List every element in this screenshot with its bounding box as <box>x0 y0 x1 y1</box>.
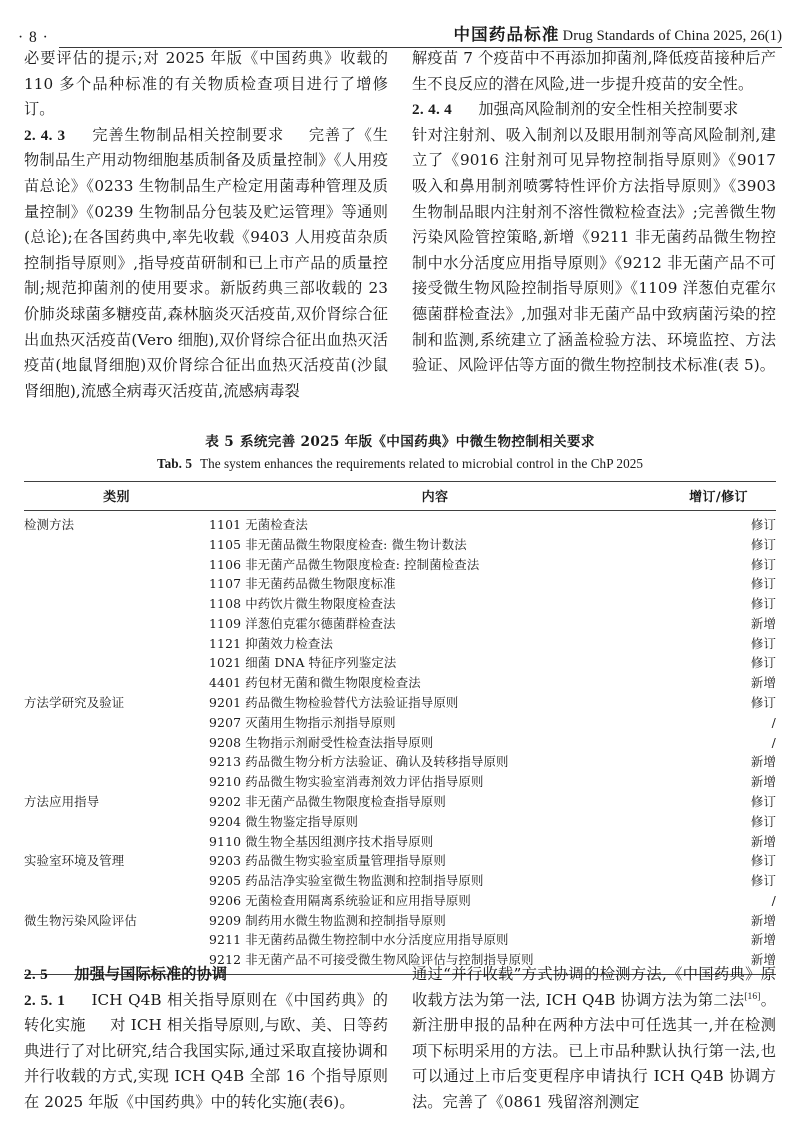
cell-category <box>24 673 209 693</box>
section-number: 2. 5. 1 <box>24 991 66 1009</box>
cell-category <box>24 614 209 634</box>
cell-content: 9210 药品微生物实验室消毒剂效力评估指导原则 <box>209 774 484 790</box>
section-2-4-3 <box>24 123 388 405</box>
cell-flag: 新增 <box>750 675 776 691</box>
table-caption-cn <box>24 432 776 452</box>
paragraph-continuation: 必要评估的提示;对 2025 年版《中国药典》收载的 110 多个品种标准的有关物质检查项目进行了增修订。 <box>24 49 388 119</box>
cell-category: 实验室环境及管理 <box>24 853 125 869</box>
cell-flag: 修订 <box>750 873 776 889</box>
cell-content: 9208 生物指示剂耐受性检查法指导原则 <box>209 734 434 750</box>
bottom-left-column <box>24 962 388 1116</box>
cell-content: 1106 非无菌产品微生物限度检查: 控制菌检查法 <box>209 556 480 572</box>
cell-category <box>24 574 209 594</box>
cell-flag: 新增 <box>750 952 776 968</box>
top-columns <box>24 46 776 404</box>
cell-category: 微生物污染风险评估 <box>24 912 137 928</box>
cell-category: 方法应用指导 <box>24 793 100 809</box>
reference-marker: [16] <box>744 991 761 1002</box>
cell-content: 9206 无菌检查用隔离系统验证和应用指导原则 <box>209 892 471 908</box>
section-2-5-1 <box>24 988 388 1116</box>
cell-category <box>24 812 209 832</box>
cell-content: 9209 制药用水微生物监测和控制指导原则 <box>209 912 446 928</box>
cell-content: 9110 微生物全基因组测序技术指导原则 <box>209 833 434 849</box>
cell-category <box>24 653 209 673</box>
table-row <box>24 851 776 871</box>
cell-category <box>24 713 209 733</box>
column-header-content: 内容 <box>209 482 661 511</box>
cell-category <box>24 871 209 891</box>
bottom-columns <box>24 962 776 1116</box>
running-head <box>0 14 800 48</box>
cell-flag: 修订 <box>750 635 776 651</box>
table-row <box>24 772 776 792</box>
cell-category <box>24 772 209 792</box>
table-row <box>24 673 776 693</box>
cell-flag: 修订 <box>750 556 776 572</box>
table-caption-cn-text: 系统完善 2025 年版《中国药典》中微生物控制相关要求 <box>239 434 595 450</box>
cell-content: 9207 灭菌用生物指示剂指导原则 <box>209 714 396 730</box>
table-row <box>24 693 776 713</box>
section-number: 2. 4. 4 <box>412 101 453 119</box>
cell-category: 检测方法 <box>24 517 75 532</box>
section-2-4-4 <box>412 97 776 379</box>
cell-flag: 修订 <box>750 517 776 532</box>
table-row <box>24 713 776 733</box>
cell-category <box>24 554 209 574</box>
table-row <box>24 535 776 555</box>
table-row <box>24 594 776 614</box>
cell-content: 1101 无菌检查法 <box>209 517 308 532</box>
table-row <box>24 891 776 911</box>
journal-title-en: Drug Standards of China 2025, 26(1) <box>562 28 782 44</box>
table-head <box>24 482 776 511</box>
paragraph-part-2: 。新注册申报的品种在两种方法中可任选其一,并在检测项下标明采用的方法。已上市品种默认执行第一法,也可以通过上市后变更程序申请执行 ICH Q4B 协调方法。完善了《0861 残留溶剂测定 <box>412 990 776 1111</box>
section-body: 完善了《生物制品生产用动物细胞基质制备及质量控制》《人用疫苗总论》《0233 生物制品生产检定用菌毒种管理及质量控制》《0239 生物制品分包装及贮运管理》等通则(总论);在各国药典中,率先收载《9403 人用疫苗杂质控制指导原则》,指导疫苗研制和已上市产品的质量控制;规范抑菌剂的使用要求。新版药典三部收载的 23 价肺炎球菌多糖疫苗,森林脑炎灭活疫苗,双价肾综合征出血热灭活疫苗(Vero 细胞),双价肾综合征出血热灭活疫苗(地鼠肾细胞)双价肾综合征出血热灭活疫苗(沙鼠肾细胞),流感全病毒灭活疫苗,流感病毒裂 <box>24 125 389 400</box>
cell-flag: 新增 <box>750 932 776 948</box>
column-header-category: 类别 <box>24 482 209 511</box>
bottom-right-column <box>412 962 776 1116</box>
cell-flag: 新增 <box>750 912 776 928</box>
cell-content: 9204 微生物鉴定指导原则 <box>209 813 359 829</box>
cell-content: 1021 细菌 DNA 特征序列鉴定法 <box>209 655 397 671</box>
cell-content: 1108 中药饮片微生物限度检查法 <box>209 596 396 612</box>
cell-flag: 修订 <box>750 655 776 671</box>
table-row <box>24 911 776 931</box>
table-caption-en-text: The system enhances the requirements related to microbial control in the ChP 2025 <box>199 456 644 471</box>
cell-flag: / <box>771 734 776 750</box>
cell-content: 1107 非无菌药品微生物限度标准 <box>209 576 396 592</box>
cell-content: 1105 非无菌品微生物限度检查: 微生物计数法 <box>209 536 467 552</box>
table-row <box>24 574 776 594</box>
table-5-block <box>24 432 776 975</box>
cell-category <box>24 594 209 614</box>
cell-flag: 新增 <box>750 754 776 770</box>
cell-category <box>24 891 209 911</box>
table-row <box>24 614 776 634</box>
table-row <box>24 634 776 654</box>
journal-title-cn: 中国药品标准 <box>453 25 560 44</box>
table-body <box>24 511 776 975</box>
top-right-column <box>412 46 776 404</box>
cell-flag: / <box>771 892 776 908</box>
cell-content: 9202 非无菌产品微生物限度检查指导原则 <box>209 793 446 809</box>
table-row <box>24 511 776 535</box>
table-row <box>24 792 776 812</box>
cell-content: 9213 药品微生物分析方法验证、确认及转移指导原则 <box>209 754 509 770</box>
table-row <box>24 554 776 574</box>
cell-category <box>24 752 209 772</box>
paragraph-continuation: 解疫苗 7 个疫苗中不再添加抑菌剂,降低疫苗接种后产生不良反应的潜在风险,进一步提升疫苗的安全性。 <box>412 49 776 93</box>
column-header-flag: 增订/修订 <box>661 482 776 511</box>
cell-flag: 修订 <box>750 695 776 711</box>
section-number: 2. 4. 3 <box>24 126 66 144</box>
cell-category <box>24 535 209 555</box>
paragraph-part-1: 通过“并行收载”方式协调的检测方法,《中国药典》原收载方法为第一法, ICH Q4B 协调方法为第二法 <box>412 965 776 1009</box>
cell-category <box>24 831 209 851</box>
table-row <box>24 871 776 891</box>
microbial-control-table <box>24 481 776 975</box>
table-caption-en-label: Tab. 5 <box>156 456 192 471</box>
cell-content: 9212 非无菌产品不可接受微生物风险评估与控制指导原则 <box>209 952 534 968</box>
table-caption-en <box>24 454 776 474</box>
section-body: 针对注射剂、吸入制剂以及眼用制剂等高风险制剂,建立了《9016 注射剂可见异物控制指导原则》《9017 吸入和鼻用制剂喷雾特性评价方法指导原则》《3903 生物制品眼内注射剂不溶性微粒检查法》;完善微生物污染风险管控策略,新增《9211 非无菌药品微生物控制中水分活度应用指导原则》《9212 非无菌产品不可接受微生物风险控制指导原则》《1109 洋葱伯克霍尔德菌群检查法》,加强对非无菌产品中致病菌污染的控制和监测,系统建立了涵盖检验方法、环境监控、方法验证、风险评估等方面的微生物控制技术标准(表 5)。 <box>412 125 776 375</box>
cell-content: 9201 药品微生物检验替代方法验证指导原则 <box>209 695 459 711</box>
cell-flag: 修订 <box>750 596 776 612</box>
section-number: 2. 5 <box>24 966 48 983</box>
running-head-title <box>59 21 782 48</box>
cell-flag: 修订 <box>750 793 776 809</box>
cell-content: 9211 非无菌药品微生物控制中水分活度应用指导原则 <box>209 932 509 948</box>
table-header-row <box>24 482 776 511</box>
cell-category <box>24 634 209 654</box>
cell-flag: 新增 <box>750 774 776 790</box>
section-title: 加强高风险制剂的安全性相关控制要求 <box>478 100 739 119</box>
table-caption-cn-label: 表 5 <box>205 434 234 450</box>
cell-content: 9203 药品微生物实验室质量管理指导原则 <box>209 853 446 869</box>
table-row <box>24 752 776 772</box>
page-folio: · 8 · <box>18 28 49 46</box>
section-title: ICH Q4B 相关指导原则在《中国药典》的转化实施 <box>24 990 388 1035</box>
paragraph-continuation <box>412 962 776 1116</box>
cell-content: 1109 洋葱伯克霍尔德菌群检查法 <box>209 615 396 631</box>
section-title: 完善生物制品相关控制要求 <box>91 125 284 144</box>
cell-content: 4401 药包材无菌和微生物限度检查法 <box>209 675 421 691</box>
cell-flag: 新增 <box>750 615 776 631</box>
section-title: 加强与国际标准的协调 <box>74 965 228 983</box>
cell-flag: 修订 <box>750 576 776 592</box>
cell-flag: / <box>771 714 776 730</box>
cell-content: 9205 药品洁净实验室微生物监测和控制指导原则 <box>209 873 484 889</box>
cell-flag: 修订 <box>750 853 776 869</box>
table-row <box>24 831 776 851</box>
section-2-5 <box>24 962 388 988</box>
cell-category: 方法学研究及验证 <box>24 695 125 711</box>
cell-content: 1121 抑菌效力检查法 <box>209 635 334 651</box>
table-row <box>24 930 776 950</box>
table-row <box>24 653 776 673</box>
cell-flag: 修订 <box>750 536 776 552</box>
cell-category <box>24 733 209 753</box>
top-left-column <box>24 46 388 404</box>
cell-flag: 修订 <box>750 813 776 829</box>
cell-category <box>24 930 209 950</box>
section-body: 对 ICH 相关指导原则,与欧、美、日等药典进行了对比研究,结合我国实际,通过采取直接协调和并行收载的方式,实现 ICH Q4B 全部 16 个指导原则在 2025 年版《中国药典》中的转化实施(表6)。 <box>24 1016 388 1111</box>
table-row <box>24 812 776 832</box>
table-row <box>24 733 776 753</box>
cell-flag: 新增 <box>750 833 776 849</box>
